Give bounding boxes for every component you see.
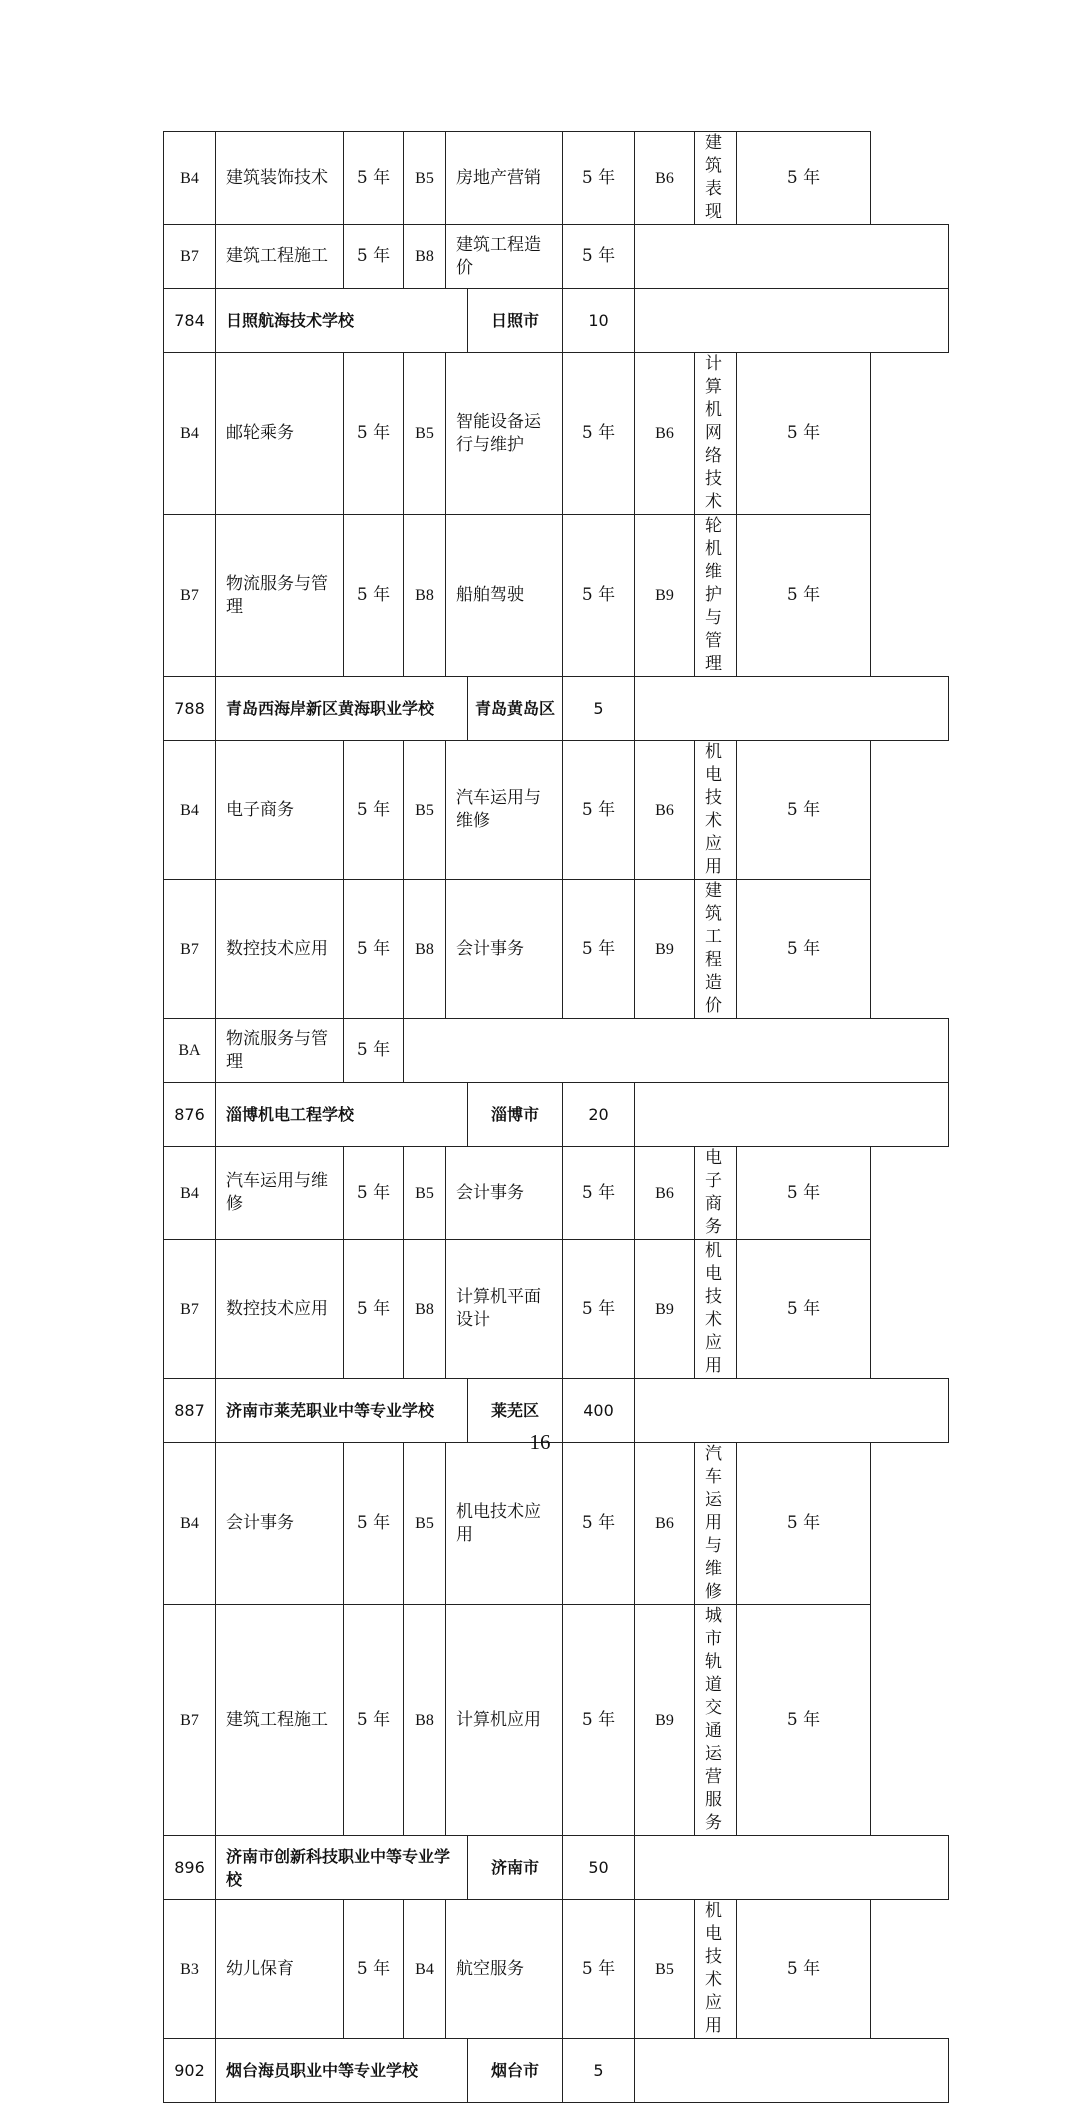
page-number: 16 (529, 1430, 551, 1454)
major-name: 城市轨道交通运营服务 (695, 1605, 737, 1836)
major-row (164, 1147, 949, 1240)
major-years: 5 年 (563, 225, 635, 289)
major-code: B4 (404, 1900, 446, 2039)
empty-cell (635, 225, 949, 289)
school-number: 784 (164, 289, 216, 353)
major-name: 房地产营销 (446, 132, 563, 225)
major-name: 机电技术应用 (695, 1900, 737, 2039)
major-code: B7 (164, 1240, 216, 1379)
major-row (164, 1900, 949, 2039)
major-years: 5 年 (737, 1900, 871, 2039)
empty-cell (635, 289, 949, 353)
major-name: 数控技术应用 (216, 880, 344, 1019)
major-years: 5 年 (344, 1900, 404, 2039)
major-code: B9 (635, 880, 695, 1019)
major-years: 5 年 (344, 515, 404, 677)
major-code: B6 (635, 741, 695, 880)
major-years: 5 年 (344, 132, 404, 225)
school-quota: 5 (563, 2039, 635, 2103)
major-years: 5 年 (737, 353, 871, 515)
major-code: B6 (635, 1443, 695, 1605)
empty-cell (635, 1083, 949, 1147)
major-row (164, 353, 949, 515)
major-code: B6 (635, 1147, 695, 1240)
major-code: B5 (404, 1443, 446, 1605)
major-row (164, 132, 949, 225)
school-location: 日照市 (468, 289, 563, 353)
major-years: 5 年 (737, 1605, 871, 1836)
major-years: 5 年 (344, 225, 404, 289)
major-name: 电子商务 (695, 1147, 737, 1240)
school-name: 济南市创新科技职业中等专业学校 (216, 1836, 468, 1900)
empty-cell (635, 2039, 949, 2103)
major-years: 5 年 (344, 353, 404, 515)
major-code: B7 (164, 1605, 216, 1836)
major-name: 建筑工程造价 (695, 880, 737, 1019)
major-code: B6 (635, 132, 695, 225)
major-years: 5 年 (563, 132, 635, 225)
major-code: B9 (635, 515, 695, 677)
major-code: B4 (164, 1147, 216, 1240)
major-years: 5 年 (563, 741, 635, 880)
major-name: 邮轮乘务 (216, 353, 344, 515)
major-name: 航空服务 (446, 1900, 563, 2039)
major-years: 5 年 (563, 353, 635, 515)
major-years: 5 年 (344, 741, 404, 880)
school-number: 896 (164, 1836, 216, 1900)
major-name: 会计事务 (446, 880, 563, 1019)
major-code: B8 (404, 225, 446, 289)
school-name: 日照航海技术学校 (216, 289, 468, 353)
major-name: 计算机网络技术 (695, 353, 737, 515)
major-code: B8 (404, 1240, 446, 1379)
major-row (164, 1019, 949, 1083)
school-name: 济南市莱芜职业中等专业学校 (216, 1379, 468, 1443)
school-row (164, 1083, 949, 1147)
major-years: 5 年 (344, 1605, 404, 1836)
major-code: B6 (635, 353, 695, 515)
major-years: 5 年 (344, 1019, 404, 1083)
school-row (164, 677, 949, 741)
major-name: 计算机应用 (446, 1605, 563, 1836)
school-quota: 20 (563, 1083, 635, 1147)
major-years: 5 年 (563, 1147, 635, 1240)
school-location: 济南市 (468, 1836, 563, 1900)
major-code: B9 (635, 1605, 695, 1836)
table-body (164, 132, 949, 2103)
major-years: 5 年 (737, 880, 871, 1019)
major-years: 5 年 (737, 741, 871, 880)
major-code: B5 (635, 1900, 695, 2039)
major-years: 5 年 (563, 1900, 635, 2039)
major-code: B7 (164, 880, 216, 1019)
school-row (164, 289, 949, 353)
major-row (164, 880, 949, 1019)
enrollment-table (163, 131, 949, 2103)
major-code: B5 (404, 1147, 446, 1240)
major-code: B7 (164, 225, 216, 289)
major-name: 船舶驾驶 (446, 515, 563, 677)
major-name: 轮机维护与管理 (695, 515, 737, 677)
major-code: B8 (404, 515, 446, 677)
school-row (164, 1836, 949, 1900)
major-name: 物流服务与管理 (216, 515, 344, 677)
major-years: 5 年 (344, 1240, 404, 1379)
school-name: 淄博机电工程学校 (216, 1083, 468, 1147)
major-name: 电子商务 (216, 741, 344, 880)
school-quota: 400 (563, 1379, 635, 1443)
major-years: 5 年 (737, 1240, 871, 1379)
major-code: B9 (635, 1240, 695, 1379)
major-code: B4 (164, 353, 216, 515)
school-quota: 5 (563, 677, 635, 741)
school-quota: 10 (563, 289, 635, 353)
major-name: 建筑表现 (695, 132, 737, 225)
major-name: 汽车运用与维修 (216, 1147, 344, 1240)
major-code: B3 (164, 1900, 216, 2039)
major-name: 会计事务 (446, 1147, 563, 1240)
major-name: 机电技术应用 (695, 1240, 737, 1379)
major-years: 5 年 (344, 880, 404, 1019)
major-name: 幼儿保育 (216, 1900, 344, 2039)
major-row (164, 515, 949, 677)
school-name: 青岛西海岸新区黄海职业学校 (216, 677, 468, 741)
major-name: 数控技术应用 (216, 1240, 344, 1379)
major-years: 5 年 (563, 880, 635, 1019)
major-name: 机电技术应用 (446, 1443, 563, 1605)
empty-cell (404, 1019, 949, 1083)
major-name: 建筑工程施工 (216, 225, 344, 289)
major-code: B7 (164, 515, 216, 677)
major-code: BA (164, 1019, 216, 1083)
major-name: 汽车运用与维修 (446, 741, 563, 880)
major-code: B4 (164, 741, 216, 880)
major-code: B4 (164, 132, 216, 225)
school-number: 876 (164, 1083, 216, 1147)
major-name: 物流服务与管理 (216, 1019, 344, 1083)
major-years: 5 年 (563, 1240, 635, 1379)
major-name: 计算机平面设计 (446, 1240, 563, 1379)
major-row (164, 741, 949, 880)
school-location: 青岛黄岛区 (468, 677, 563, 741)
school-row (164, 2039, 949, 2103)
school-location: 莱芜区 (468, 1379, 563, 1443)
major-years: 5 年 (563, 1443, 635, 1605)
major-years: 5 年 (563, 1605, 635, 1836)
school-location: 淄博市 (468, 1083, 563, 1147)
school-number: 887 (164, 1379, 216, 1443)
major-code: B4 (164, 1443, 216, 1605)
school-location: 烟台市 (468, 2039, 563, 2103)
major-name: 智能设备运行与维护 (446, 353, 563, 515)
school-quota: 50 (563, 1836, 635, 1900)
major-code: B5 (404, 132, 446, 225)
major-code: B5 (404, 353, 446, 515)
major-name: 建筑工程造价 (446, 225, 563, 289)
empty-cell (635, 677, 949, 741)
major-name: 会计事务 (216, 1443, 344, 1605)
major-row (164, 1240, 949, 1379)
empty-cell (635, 1836, 949, 1900)
school-number: 902 (164, 2039, 216, 2103)
major-name: 机电技术应用 (695, 741, 737, 880)
major-row (164, 1443, 949, 1605)
major-years: 5 年 (563, 515, 635, 677)
major-code: B8 (404, 880, 446, 1019)
major-years: 5 年 (344, 1147, 404, 1240)
major-years: 5 年 (344, 1443, 404, 1605)
major-code: B8 (404, 1605, 446, 1836)
major-row (164, 1605, 949, 1836)
school-number: 788 (164, 677, 216, 741)
school-name: 烟台海员职业中等专业学校 (216, 2039, 468, 2103)
major-row (164, 225, 949, 289)
major-name: 建筑工程施工 (216, 1605, 344, 1836)
major-years: 5 年 (737, 132, 871, 225)
major-years: 5 年 (737, 1147, 871, 1240)
major-name: 汽车运用与维修 (695, 1443, 737, 1605)
major-name: 建筑装饰技术 (216, 132, 344, 225)
major-years: 5 年 (737, 515, 871, 677)
major-code: B5 (404, 741, 446, 880)
major-years: 5 年 (737, 1443, 871, 1605)
